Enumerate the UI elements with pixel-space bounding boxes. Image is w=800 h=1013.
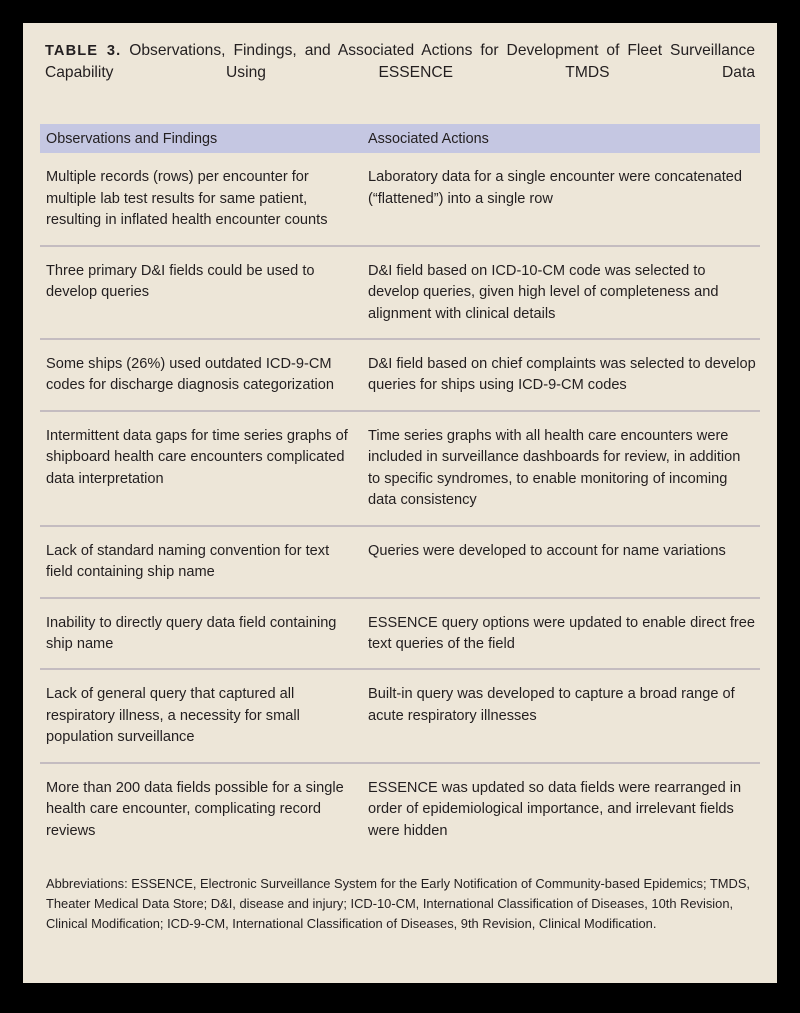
column-header-actions: Associated Actions [368, 130, 489, 147]
table-row [40, 599, 760, 671]
cell-observation: Inability to directly query data field containing ship name [46, 614, 337, 652]
cell-action: D&I field based on ICD-10-CM code was selected to develop queries, given high level of completeness and alignment with clinical details [368, 262, 719, 322]
cell-action: ESSENCE was updated so data fields were rearranged in order of epidemiological importance, and irrelevant fields were hidden [368, 779, 742, 839]
cell-action: Laboratory data for a single encounter were concatenated (“flattened”) into a single row [368, 169, 743, 207]
table-row [40, 247, 760, 340]
table-label: TABLE 3. [45, 43, 122, 59]
cell-action: ESSENCE query options were updated to enable direct free text queries of the field [368, 614, 755, 652]
cell-action: Queries were developed to account for name variations [368, 542, 726, 559]
cell-action: Time series graphs with all health care encounters were included in surveillance dashboards for review, in addition to specific syndromes, to enable monitoring of incoming data consistency [368, 427, 741, 509]
table-row [40, 153, 760, 246]
cell-action: D&I field based on chief complaints was selected to develop queries for ships using ICD-9-CM codes [368, 356, 756, 394]
table-card [23, 23, 777, 983]
table-row [40, 764, 760, 855]
cell-observation: Intermittent data gaps for time series graphs of shipboard health care encounters complicated data interpretation [46, 427, 348, 487]
table-footnote: Abbreviations: ESSENCE, Electronic Surveillance System for the Early Notification of Community-based Epidemics; TMDS, Theater Medical Data Store; D&I, disease and injury; ICD-10-CM, International Classification of Diseases, 10th Revision, Clinical Modification; ICD-9-CM, International Classification of Diseases, 9th Revision, Clinical Modification. [46, 876, 751, 932]
table-row [40, 670, 760, 763]
cell-observation: Multiple records (rows) per encounter for multiple lab test results for same patient, resulting in inflated health encounter counts [46, 169, 328, 229]
cell-observation: Three primary D&I fields could be used to develop queries [46, 262, 315, 301]
table-title [23, 23, 777, 106]
cell-observation: Some ships (26%) used outdated ICD-9-CM codes for discharge diagnosis categorization [46, 356, 334, 394]
table-row [40, 527, 760, 599]
table-title-text: Observations, Findings, and Associated Actions for Development of Fleet Surveillance Capability Using ESSENCE TMDS Data [45, 42, 756, 82]
table-row [40, 412, 760, 527]
table-row [40, 340, 760, 412]
column-header-observations: Observations and Findings [46, 130, 218, 147]
cell-observation: Lack of standard naming convention for text field containing ship name [46, 542, 330, 581]
table-body [40, 153, 760, 855]
table-header-row [40, 124, 760, 153]
cell-observation: More than 200 data fields possible for a single health care encounter, complicating record reviews [46, 779, 344, 839]
cell-action: Built-in query was developed to capture a broad range of acute respiratory illnesses [368, 686, 735, 724]
cell-observation: Lack of general query that captured all respiratory illness, a necessity for small population surveillance [46, 686, 300, 746]
